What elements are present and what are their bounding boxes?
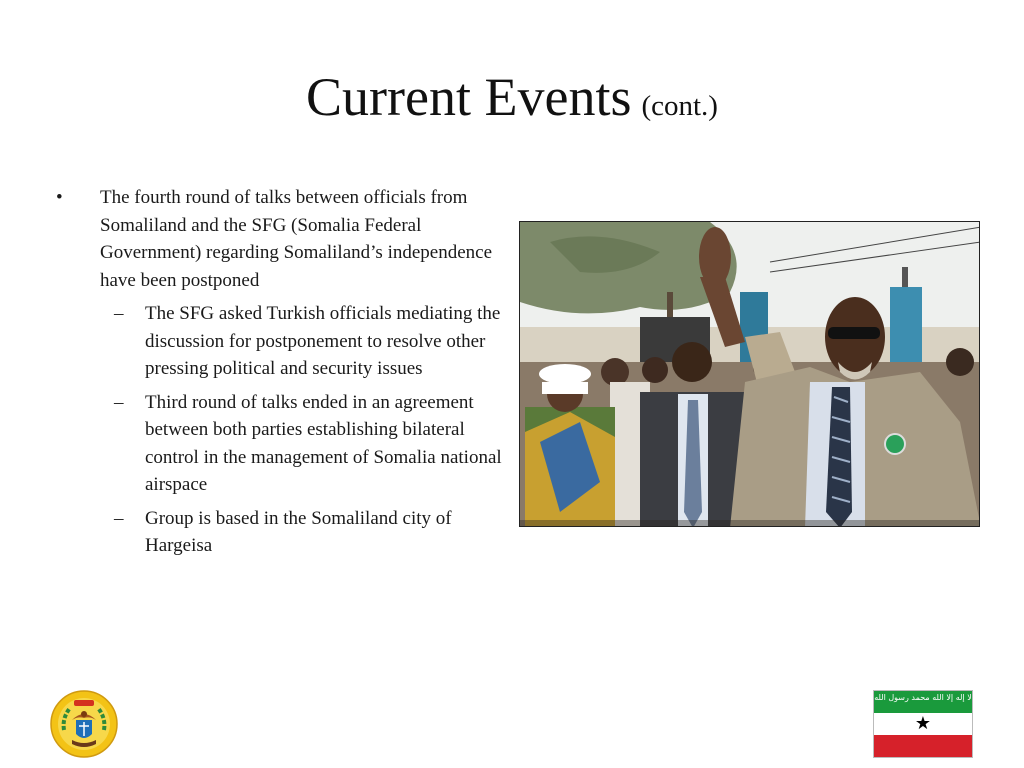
bullet-list (56, 184, 506, 566)
sub-bullet-text: Third round of talks ended in an agreement between both parties establishing bilateral control in the management of Somalia national airspace (145, 391, 502, 495)
slide-title (0, 62, 1024, 141)
dash-marker: – (114, 303, 124, 324)
sub-bullet-text: Group is based in the Somaliland city of Hargeisa (145, 507, 452, 556)
main-bullet (56, 184, 506, 294)
sub-bullet (56, 505, 506, 560)
title-text: Current Events (306, 67, 632, 127)
flag-red-band (874, 735, 972, 757)
sub-bullet-text: The SFG asked Turkish officials mediating the discussion for postponement to resolve other pressing political and security issues (145, 303, 501, 379)
event-photo (519, 221, 980, 527)
title-suffix: (cont.) (641, 90, 718, 122)
somaliland-emblem (50, 690, 118, 758)
star-icon: ★ (914, 712, 932, 734)
bullet-marker: • (56, 187, 63, 208)
sub-bullet (56, 389, 506, 499)
coat-of-arms-icon (50, 690, 118, 758)
somaliland-flag (873, 690, 973, 758)
flag-shahada-text: لا إله إلا الله محمد رسول الله (874, 693, 972, 702)
dash-marker: – (114, 391, 124, 413)
flag-green-band (874, 691, 972, 713)
photo-illustration (520, 222, 980, 527)
main-bullet-text: The fourth round of talks between officials from Somaliland and the SFG (Somalia Federal Government) regarding Somaliland’s independence have been postponed (100, 187, 493, 291)
dash-marker: – (114, 507, 124, 529)
sub-bullet (56, 300, 506, 383)
flag-white-band (874, 713, 972, 735)
